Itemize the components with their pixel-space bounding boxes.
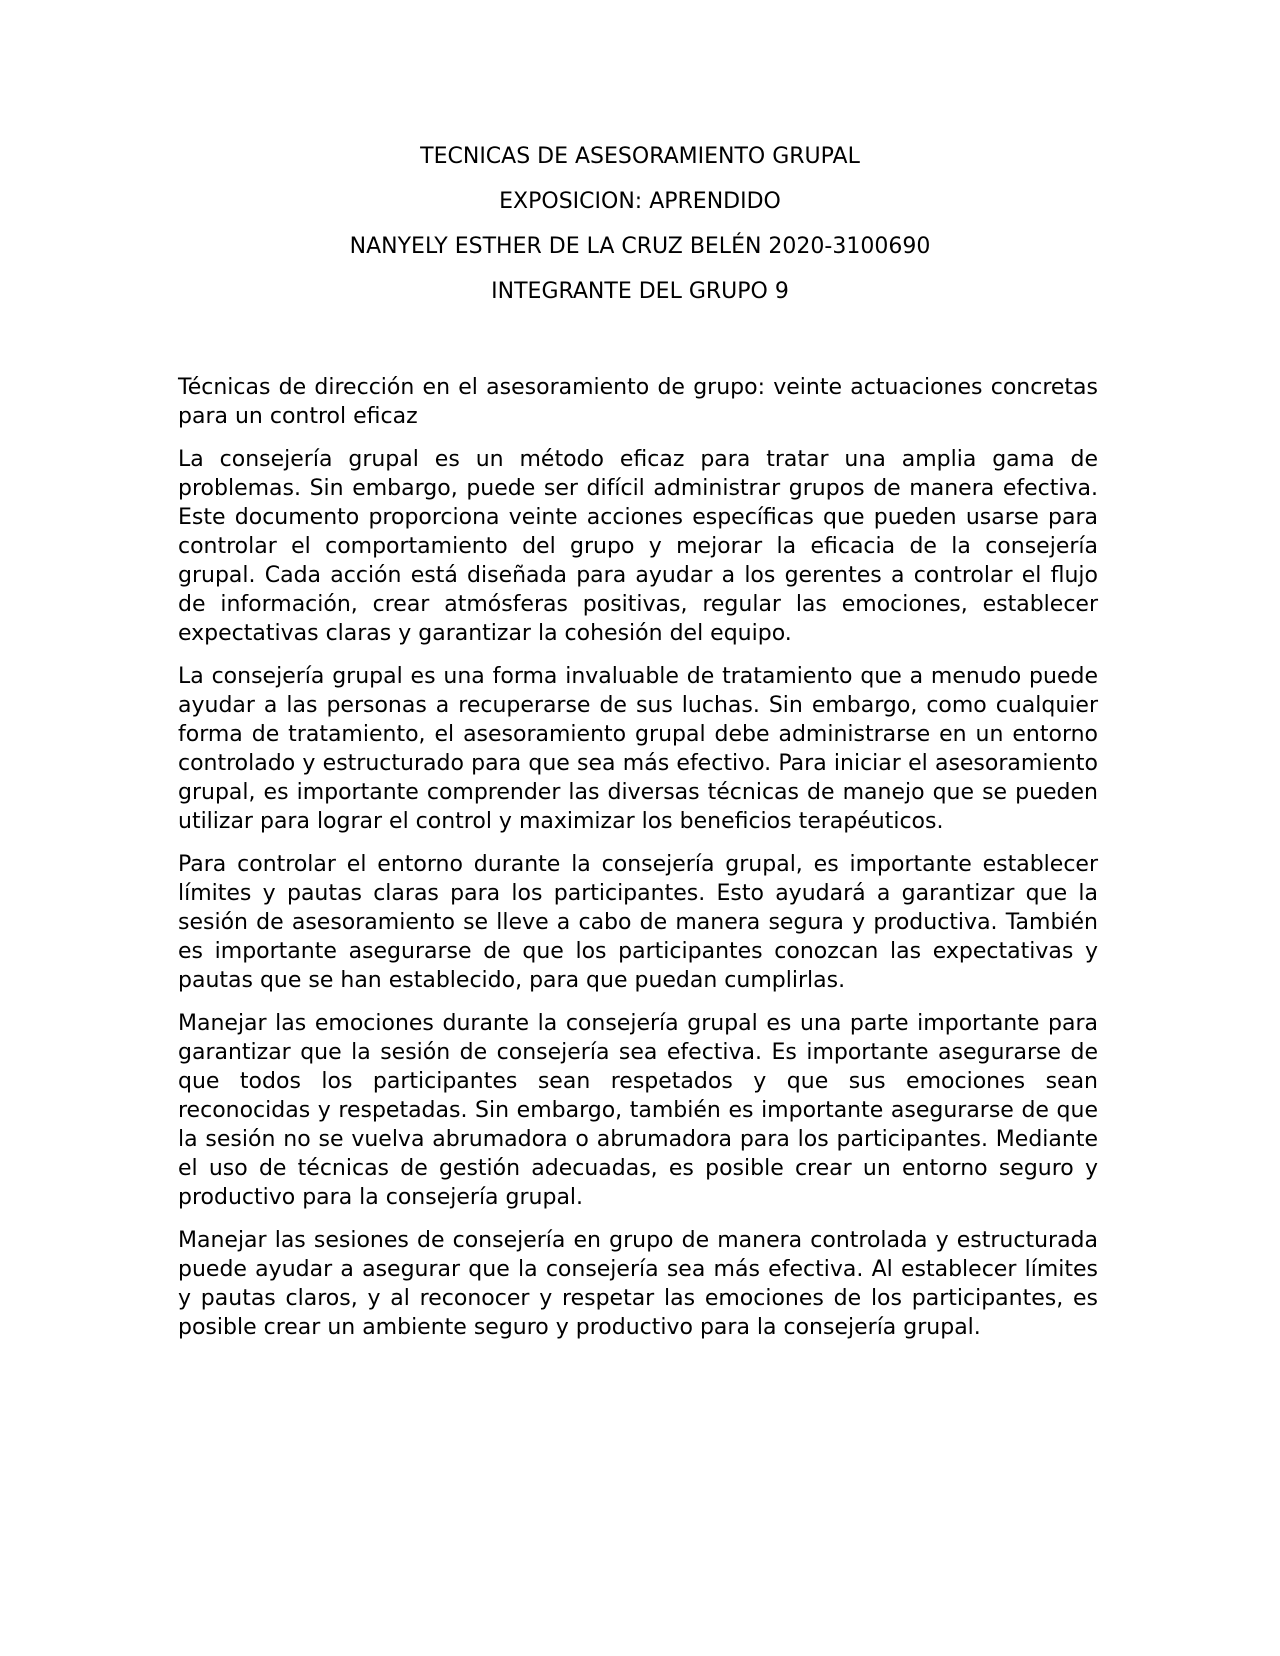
- body-paragraph: Manejar las emociones durante la consejería grupal es una parte importante para garantizar que la sesión de consejería sea efectiva. Es importante asegurarse de que todos los participantes sean respetados y que sus emociones sean reconocidas y respetadas. Sin embargo, también es importante asegurarse de que la sesión no se vuelva abrumadora o abrumadora para los participantes. Mediante el uso de técnicas de gestión adecuadas, es posible crear un entorno seguro y productivo para la consejería grupal.: [178, 1011, 1098, 1210]
- document-header: [0, 144, 1280, 324]
- document-body: [178, 373, 1098, 1356]
- body-paragraph: Manejar las sesiones de consejería en grupo de manera controlada y estructurada puede ayudar a asegurar que la consejería sea más efectiva. Al establecer límites y pautas claros, y al reconocer y respetar las emociones de los participantes, es posible crear un ambiente seguro y productivo para la consejería grupal.: [178, 1228, 1098, 1340]
- body-paragraph: Para controlar el entorno durante la consejería grupal, es importante establecer límites y pautas claras para los participantes. Esto ayudará a garantizar que la sesión de asesoramiento se lleve a cabo de manera segura y productiva. También es importante asegurarse de que los participantes conozcan las expectativas y pautas que se han establecido, para que puedan cumplirlas.: [178, 852, 1098, 993]
- document-subtitle: EXPOSICION: APRENDIDO: [499, 189, 781, 214]
- intro-heading-paragraph: Técnicas de dirección en el asesoramiento de grupo: veinte actuaciones concretas para un control eficaz: [178, 375, 1098, 429]
- body-paragraph: La consejería grupal es un método eficaz para tratar una amplia gama de problemas. Sin embargo, puede ser difícil administrar grupos de manera efectiva. Este documento proporciona veinte acciones específicas que pueden usarse para controlar el comportamiento del grupo y mejorar la eficacia de la consejería grupal. Cada acción está diseñada para ayudar a los gerentes a controlar el flujo de información, crear atmósferas positivas, regular las emociones, establecer expectativas claras y garantizar la cohesión del equipo.: [178, 447, 1098, 646]
- body-paragraph: La consejería grupal es una forma invaluable de tratamiento que a menudo puede ayudar a las personas a recuperarse de sus luchas. Sin embargo, como cualquier forma de tratamiento, el asesoramiento grupal debe administrarse en un entorno controlado y estructurado para que sea más efectivo. Para iniciar el asesoramiento grupal, es importante comprender las diversas técnicas de manejo que se pueden utilizar para lograr el control y maximizar los beneficios terapéuticos.: [178, 664, 1098, 834]
- author-line: NANYELY ESTHER DE LA CRUZ BELÉN 2020-3100690: [349, 234, 931, 259]
- group-line: INTEGRANTE DEL GRUPO 9: [491, 279, 789, 304]
- document-title: TECNICAS DE ASESORAMIENTO GRUPAL: [420, 144, 860, 169]
